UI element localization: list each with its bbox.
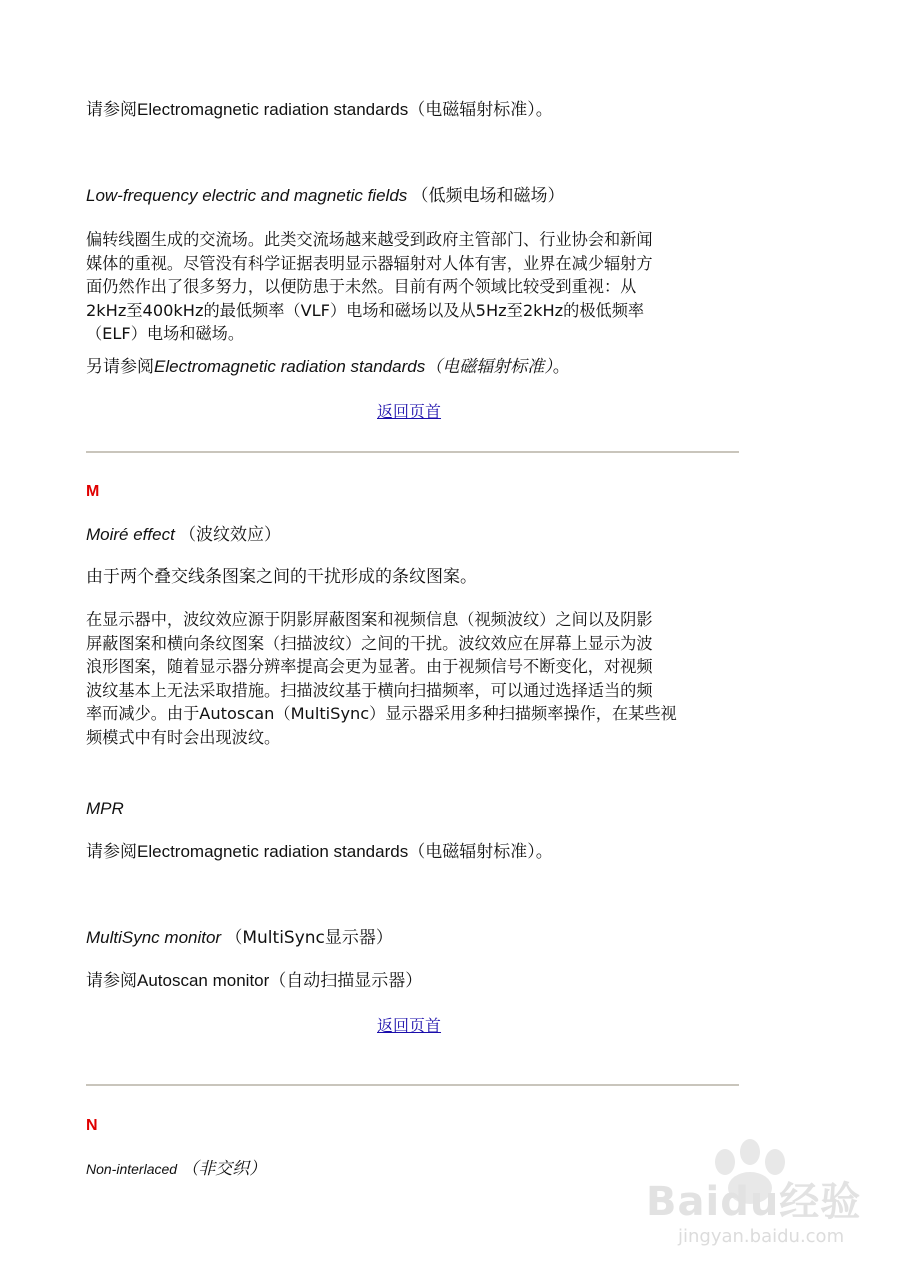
term-heading: MultiSync monitor （MultiSync显示器）: [86, 928, 393, 948]
watermark-brand: Baidu经验: [646, 1179, 862, 1225]
term-heading: MPR: [86, 799, 124, 818]
watermark-url: jingyan.baidu.com: [678, 1226, 845, 1247]
see-also-line: 请参阅Electromagnetic radiation standards（电磁辐射标准）。: [86, 842, 553, 862]
section-letter: M: [86, 483, 100, 500]
cross-reference[interactable]: Electromagnetic radiation standards: [137, 100, 409, 119]
see-also-line: 请参阅Autoscan monitor（自动扫描显示器）: [86, 971, 423, 991]
back-to-top-link[interactable]: 返回页首: [377, 1016, 442, 1035]
term-heading: Moiré effect （波纹效应）: [86, 525, 282, 545]
see-also-line: 请参阅Electromagnetic radiation standards（电磁辐射标准）。: [86, 100, 553, 120]
cross-reference[interactable]: Autoscan monitor: [137, 971, 270, 990]
see-also-line: 另请参阅Electromagnetic radiation standards（电磁辐射标准）。: [86, 357, 570, 377]
term-description: 在显示器中，波纹效应源于阴影屏蔽图案和视频信息（视频波纹）之间以及阴影 屏蔽图案和横向条纹图案（扫描波纹）之间的干扰。波纹效应在屏幕上显示为波 浪形图案，随着显示器分辨率提高会更为显著。由于视频信号不断变化，对视频 波纹基本上无法采取措施。扫描波纹基于横向扫描频率，可以通过选择适当的频 率而减少。由于Autoscan（MultiSync）显示器采用多种扫描频率操作，在某些视 频模式中有时会出现波纹。: [86, 610, 677, 747]
cross-reference[interactable]: Electromagnetic radiation standards: [154, 357, 426, 376]
term-heading: Low-frequency electric and magnetic fields （低频电场和磁场）: [86, 186, 565, 206]
section-letter: N: [86, 1117, 98, 1134]
term-definition: 偏转线圈生成的交流场。此类交流场越来越受到政府主管部门、行业协会和新闻 媒体的重视。尽管没有科学证据表明显示器辐射对人体有害，业界在减少辐射方 面仍然作出了很多努力，以便防患于未然。目前有两个领域比较受到重视：从 2kHz至400kHz的最低频率（VLF）电场和磁场以及从5Hz至2kHz的极低频率 （ELF）电场和磁场。: [86, 230, 653, 343]
section-divider: [86, 451, 739, 453]
term-heading: Non-interlaced （非交织）: [86, 1159, 267, 1179]
section-divider: [86, 1084, 739, 1086]
baidu-watermark: [640, 1138, 870, 1278]
back-to-top-link[interactable]: 返回页首: [377, 402, 442, 421]
term-definition: 由于两个叠交线条图案之间的干扰形成的条纹图案。: [86, 567, 477, 587]
cross-reference[interactable]: Electromagnetic radiation standards: [137, 842, 409, 861]
